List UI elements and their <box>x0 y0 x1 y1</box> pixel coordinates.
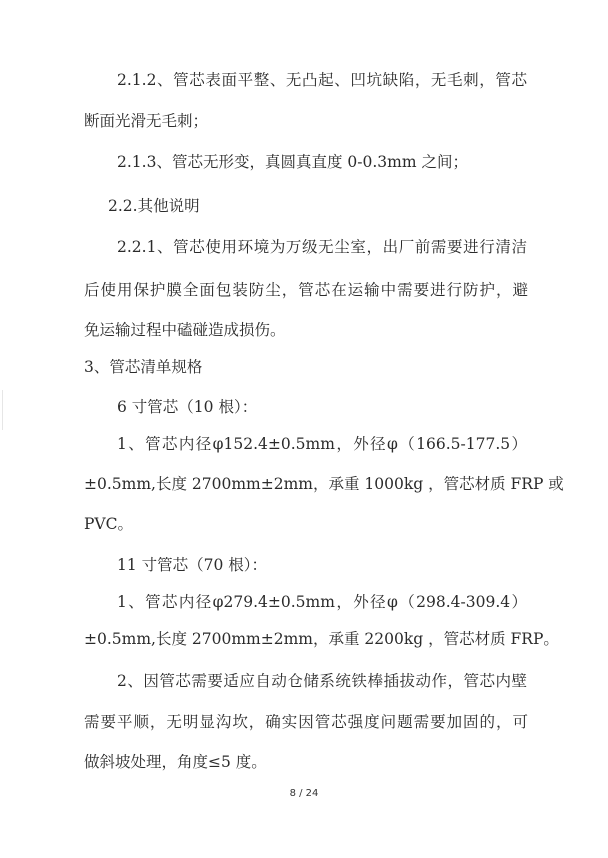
spec-11-inch-note-line-1: 2、因管芯需要适应自动仓储系统铁棒插拔动作，管芯内壁 <box>117 672 527 690</box>
spec-11-inch-line-2: ±0.5mm,长度 2700mm±2mm，承重 2200kg ，管芯材质 FRP。 <box>84 630 559 648</box>
para-2-2-1-line-2: 后使用保护膜全面包装防尘，管芯在运输中需要进行防护，避 <box>84 281 528 299</box>
spec-6-inch-line-3: PVC。 <box>84 515 133 533</box>
para-2-1-2-line-1: 2.1.2、管芯表面平整、无凸起、凹坑缺陷，无毛刺，管芯 <box>117 71 527 89</box>
spec-11-inch-heading: 11 寸管芯（70 根）： <box>117 556 268 574</box>
spec-11-inch-note-line-2: 需要平顺，无明显沟坎，确实因管芯强度问题需要加固的，可 <box>84 713 528 731</box>
spec-11-inch-note-line-3: 做斜坡处理，角度≤5 度。 <box>84 753 267 771</box>
para-2-2-1-line-3: 免运输过程中磕碰造成损伤。 <box>84 321 286 339</box>
para-2-1-2-line-2: 断面光滑无毛刺； <box>84 112 209 130</box>
spec-6-inch-heading: 6 寸管芯（10 根）： <box>117 398 258 416</box>
section-2-2-heading: 2.2.其他说明 <box>108 197 200 215</box>
scan-edge-mark <box>2 390 3 430</box>
spec-6-inch-line-2: ±0.5mm,长度 2700mm±2mm，承重 1000kg ，管芯材质 FRP 或 <box>84 475 564 493</box>
spec-11-inch-line-1: 1、管芯内径φ279.4±0.5mm，外径φ（298.4-309.4） <box>117 593 527 611</box>
spec-6-inch-line-1: 1、管芯内径φ152.4±0.5mm，外径φ（166.5-177.5） <box>117 435 527 453</box>
section-3-heading: 3、管芯清单规格 <box>84 358 203 376</box>
para-2-2-1-line-1: 2.2.1、管芯使用环境为万级无尘室，出厂前需要进行清洁 <box>117 238 527 256</box>
page-number: 8 / 24 <box>289 788 319 799</box>
para-2-1-3: 2.1.3、管芯无形变，真圆真直度 0-0.3mm 之间； <box>117 153 468 171</box>
